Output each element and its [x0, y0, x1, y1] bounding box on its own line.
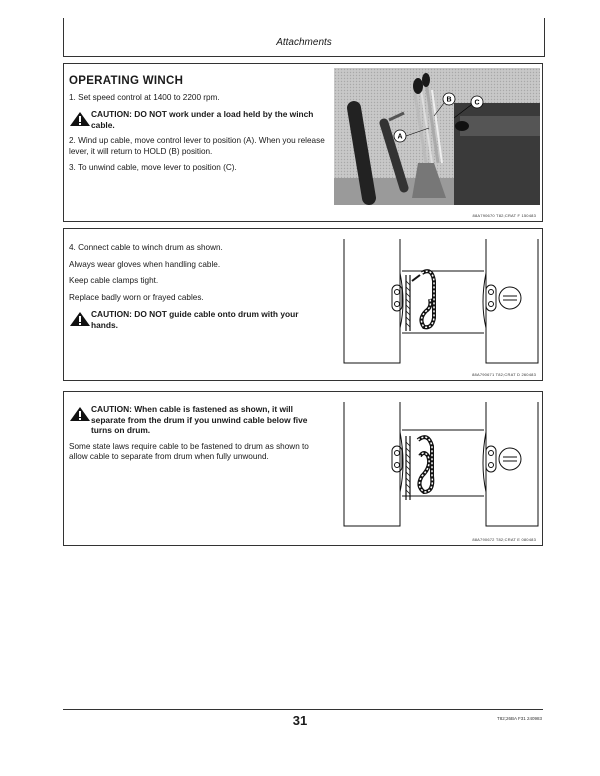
page-header-box	[63, 18, 545, 57]
footer-code: T82;26BA F31 240983	[496, 716, 542, 721]
callout-a: A	[397, 133, 403, 141]
section-text	[69, 243, 327, 336]
winch-control-photo	[334, 68, 540, 205]
page-number: 31	[292, 713, 308, 728]
callout-b: B	[446, 96, 452, 104]
caution-text: CAUTION: When cable is fastened as shown, it will separate from the drum if you unwind cable below five turns on drum.	[91, 404, 308, 435]
caution-text: CAUTION: DO NOT guide cable onto drum with your hands.	[91, 309, 299, 330]
figure-code: 88A790670 T82;CRAT F 150483	[472, 213, 536, 218]
footer-rule	[63, 709, 543, 710]
caution-block	[69, 109, 327, 130]
caution-text: CAUTION: DO NOT work under a load held by the winch cable.	[91, 109, 314, 130]
clamps-note: Keep cable clamps tight.	[69, 276, 159, 285]
caution-block	[69, 309, 327, 330]
replace-cables-note: Replace badly worn or frayed cables.	[69, 292, 204, 302]
figure-code: 88A790672 T82;CRAT E 080483	[472, 537, 536, 542]
caution-block	[69, 404, 327, 436]
warning-triangle-icon	[69, 311, 91, 327]
step-4: 4. Connect cable to winch drum as shown.	[69, 243, 223, 252]
section-heading: OPERATING WINCH	[69, 75, 184, 87]
section-text	[69, 70, 327, 180]
gloves-note: Always wear gloves when handling cable.	[69, 259, 221, 269]
warning-triangle-icon	[69, 111, 91, 127]
section-text	[69, 404, 327, 469]
callout-c: C	[474, 99, 480, 107]
step-2: 2. Wind up cable, move control lever to position (A). When you release lever, it will return to HOLD (B) position.	[69, 136, 325, 156]
step-1: 1. Set speed control at 1400 to 2200 rpm.	[69, 92, 220, 102]
section-operating-winch	[63, 63, 543, 222]
state-laws-note: Some state laws require cable to be fastened to drum as shown to allow cable to separate from drum when fully unwound.	[69, 441, 309, 461]
cable-fastened-drawing	[340, 396, 540, 531]
section-cable-separation	[63, 391, 543, 546]
page-header-title: Attachments	[276, 37, 332, 48]
cable-to-drum-drawing	[340, 233, 540, 368]
warning-triangle-icon	[69, 406, 91, 422]
figure-code: 88A790671 T82;CRAT D 260483	[472, 372, 536, 377]
section-connect-cable	[63, 228, 543, 381]
step-3: 3. To unwind cable, move lever to position (C).	[69, 163, 237, 172]
